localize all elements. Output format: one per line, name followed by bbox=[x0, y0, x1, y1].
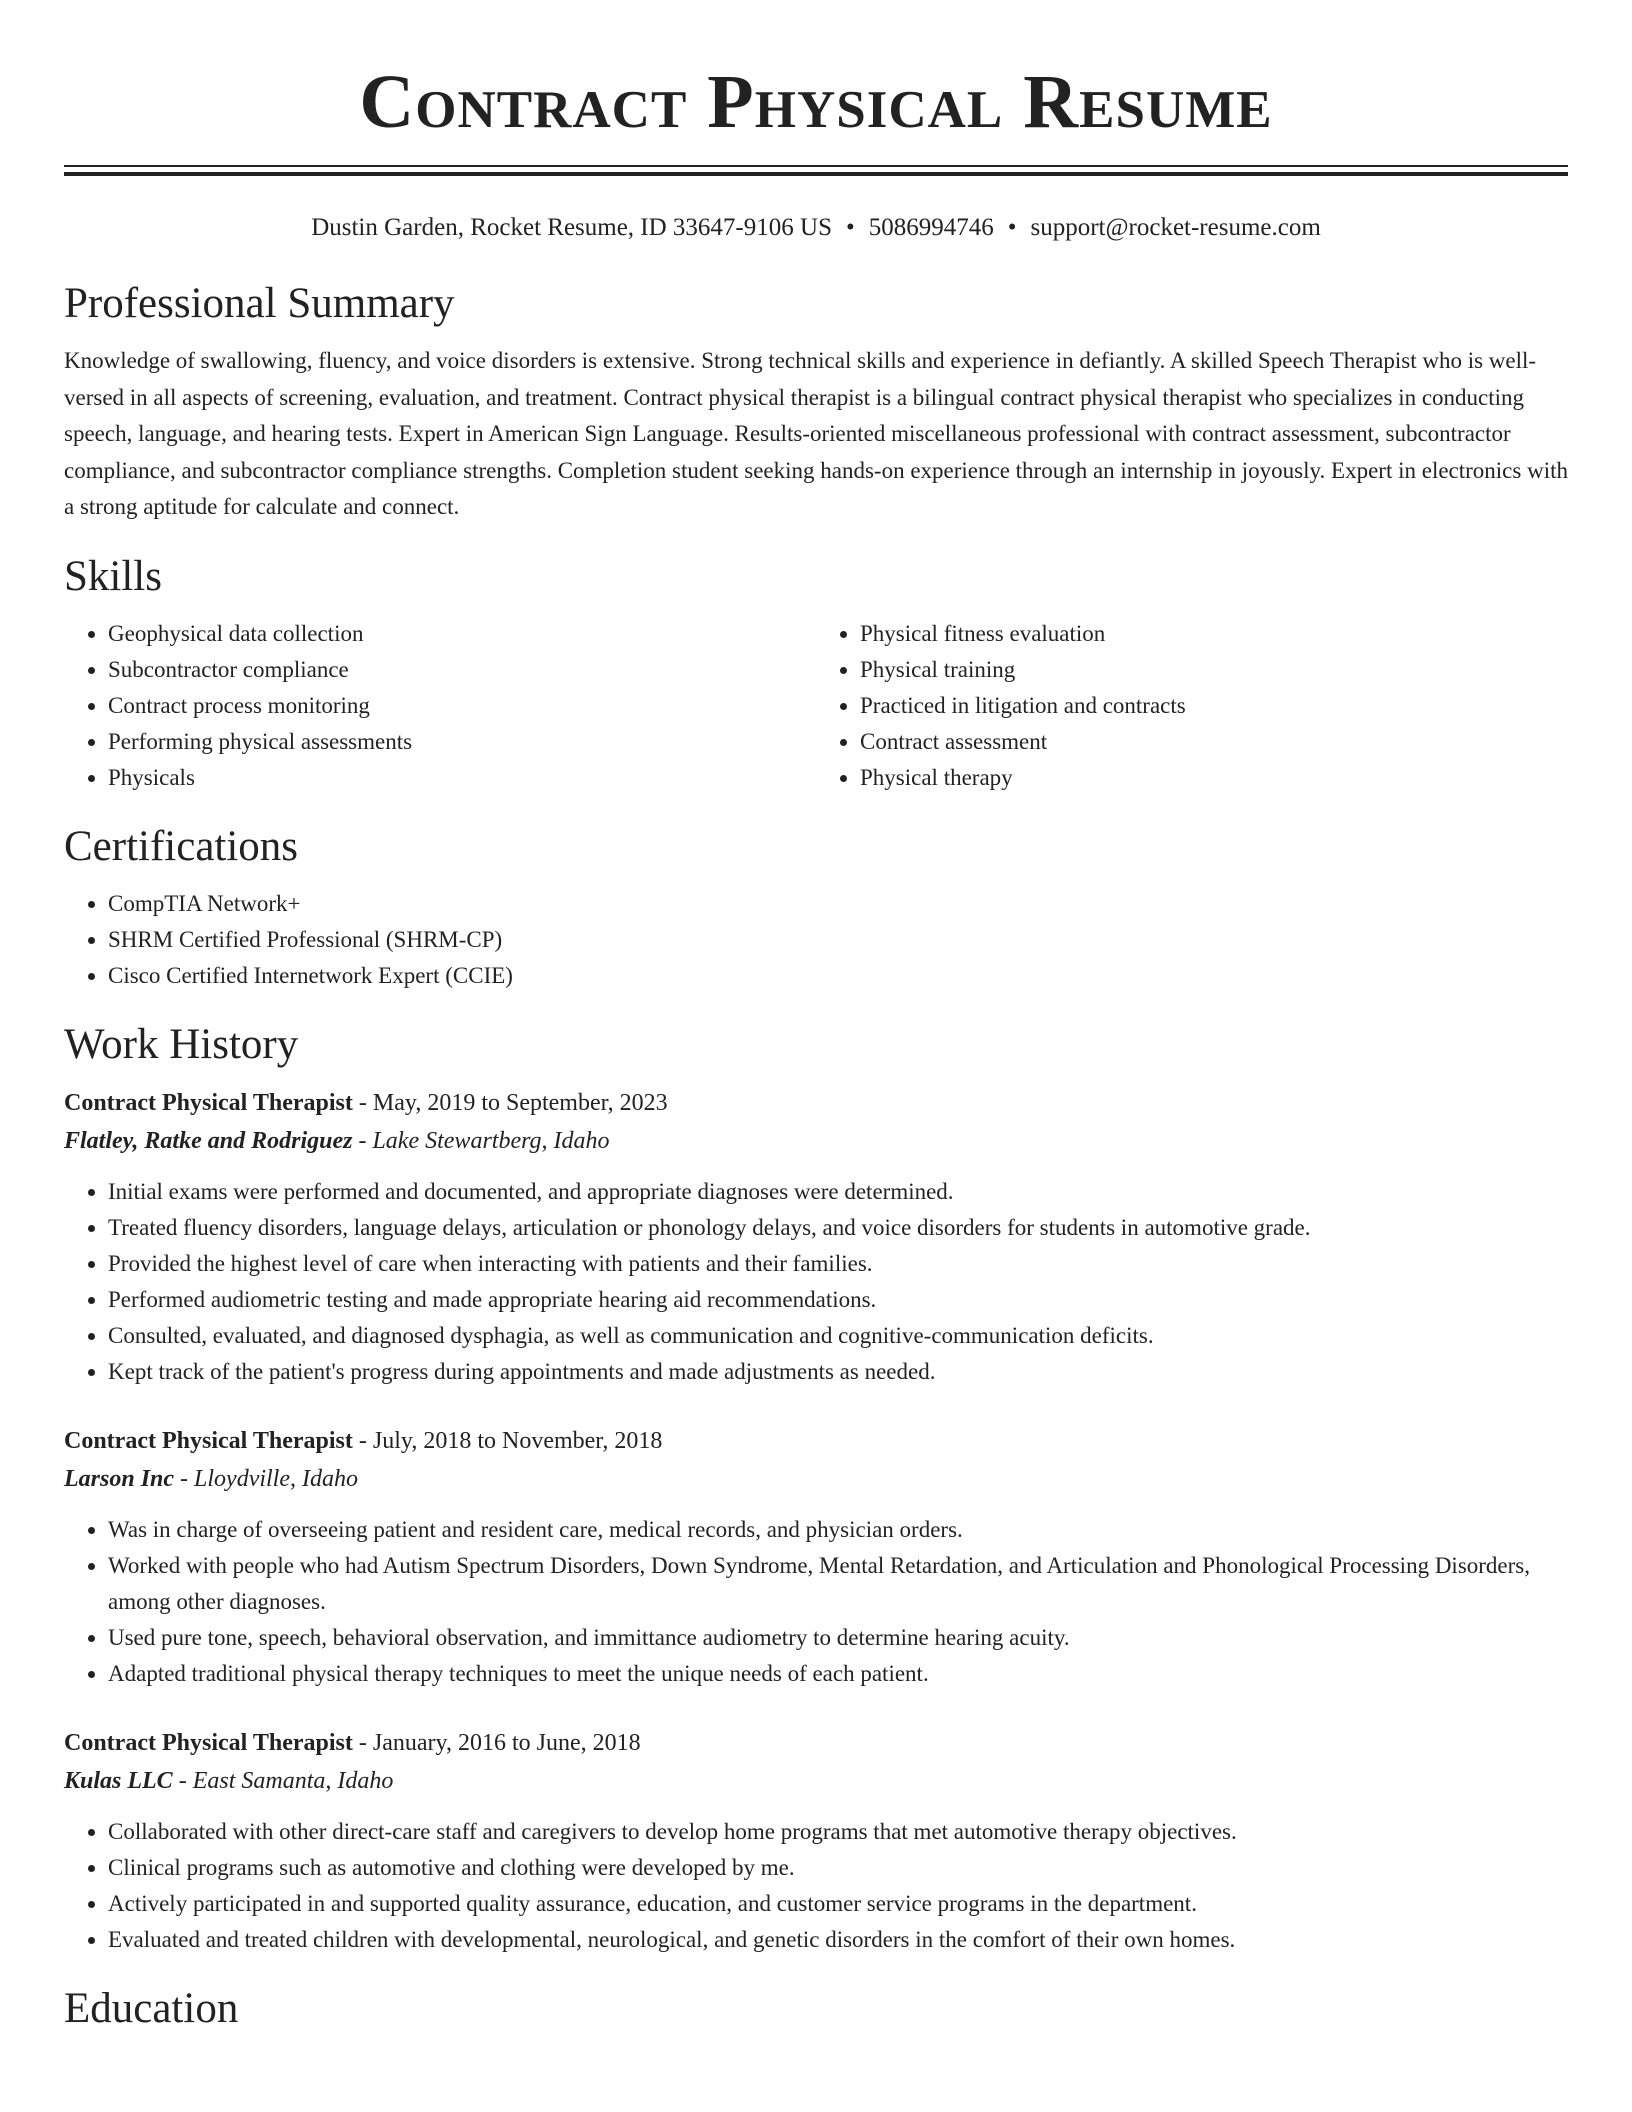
skills-list-left bbox=[64, 616, 816, 796]
skill-item: • Contract process monitoring bbox=[108, 688, 816, 724]
resume-title: Contract Physical Resume bbox=[359, 60, 1273, 144]
skill-item: • Physicals bbox=[108, 760, 816, 796]
job-role: Contract Physical Therapist bbox=[64, 1089, 353, 1116]
certifications-heading: Certifications bbox=[64, 822, 299, 870]
certification-item: • Cisco Certified Internetwork Expert (CCIE) bbox=[108, 958, 1568, 994]
job-location: - East Samanta, Idaho bbox=[172, 1767, 394, 1794]
skills-columns bbox=[64, 616, 1568, 796]
job-company-line bbox=[64, 1460, 1568, 1498]
job-title-line bbox=[64, 1084, 1568, 1122]
education-heading: Education bbox=[64, 1984, 239, 2032]
skill-item: • Geophysical data collection bbox=[108, 616, 816, 652]
job-dates: - January, 2016 to June, 2018 bbox=[352, 1729, 641, 1756]
job-company-line bbox=[64, 1762, 1568, 1800]
job-location: - Lake Stewartberg, Idaho bbox=[352, 1127, 610, 1154]
contact-line bbox=[64, 213, 1568, 243]
skill-item: • Subcontractor compliance bbox=[108, 652, 816, 688]
skills-list-right bbox=[816, 616, 1568, 796]
job-duty: • Kept track of the patient's progress during appointments and made adjustments as needed. bbox=[108, 1354, 1568, 1390]
job-company: Flatley, Ratke and Rodriguez bbox=[64, 1127, 353, 1154]
job-entry bbox=[64, 1422, 1568, 1692]
job-title-line bbox=[64, 1724, 1568, 1762]
job-entry bbox=[64, 1724, 1568, 1958]
skill-item: • Physical fitness evaluation bbox=[860, 616, 1568, 652]
job-duty: • Was in charge of overseeing patient and resident care, medical records, and physician orders. bbox=[108, 1512, 1568, 1548]
job-duties-list bbox=[64, 1174, 1568, 1390]
job-location: - Lloydville, Idaho bbox=[174, 1465, 358, 1492]
skill-item: • Physical therapy bbox=[860, 760, 1568, 796]
job-entry bbox=[64, 1084, 1568, 1390]
job-dates: - July, 2018 to November, 2018 bbox=[352, 1427, 663, 1454]
skill-item: • Practiced in litigation and contracts bbox=[860, 688, 1568, 724]
job-duty: • Treated fluency disorders, language delays, articulation or phonology delays, and voice disorders for students in automotive grade. bbox=[108, 1210, 1568, 1246]
job-duty: • Adapted traditional physical therapy techniques to meet the unique needs of each patient. bbox=[108, 1656, 1568, 1692]
job-company: Kulas LLC bbox=[64, 1767, 173, 1794]
certifications-list bbox=[64, 886, 1568, 994]
job-duty: • Consulted, evaluated, and diagnosed dysphagia, as well as communication and cognitive-communication deficits. bbox=[108, 1318, 1568, 1354]
title-divider-thick bbox=[64, 172, 1568, 176]
job-duty: • Used pure tone, speech, behavioral observation, and immittance audiometry to determine hearing acuity. bbox=[108, 1620, 1568, 1656]
skill-item: • Performing physical assessments bbox=[108, 724, 816, 760]
job-company: Larson Inc bbox=[64, 1465, 175, 1492]
job-role: Contract Physical Therapist bbox=[64, 1427, 353, 1454]
summary-text: Knowledge of swallowing, fluency, and voice disorders is extensive. Strong technical skills and experience in defiantly. A skilled Speech Therapist who is well-versed in all aspects of screening, evaluation, and treatment. Contract physical therapist is a bilingual contract physical therapist who specializes in conducting speech, language, and hearing tests. Expert in American Sign Language. Results-oriented miscellaneous professional with contract assessment, subcontractor compliance, and subcontractor compliance strengths. Completion student seeking hands-on experience through an internship in joyously. Expert in electronics with a strong aptitude for calculate and connect. bbox=[64, 348, 1568, 519]
job-title-line bbox=[64, 1422, 1568, 1460]
contact-separator: • bbox=[1007, 214, 1017, 241]
contact-phone: 5086994746 bbox=[868, 214, 994, 241]
job-company-line bbox=[64, 1122, 1568, 1160]
job-duties-list bbox=[64, 1512, 1568, 1692]
job-duty: • Actively participated in and supported quality assurance, education, and customer service programs in the department. bbox=[108, 1886, 1568, 1922]
job-role: Contract Physical Therapist bbox=[64, 1729, 353, 1756]
job-duty: • Collaborated with other direct-care staff and caregivers to develop home programs that met automotive therapy objectives. bbox=[108, 1814, 1568, 1850]
job-dates: - May, 2019 to September, 2023 bbox=[352, 1089, 668, 1116]
job-duty: • Initial exams were performed and documented, and appropriate diagnoses were determined. bbox=[108, 1174, 1568, 1210]
job-duty: • Performed audiometric testing and made appropriate hearing aid recommendations. bbox=[108, 1282, 1568, 1318]
contact-email: support@rocket-resume.com bbox=[1030, 214, 1321, 241]
work-history-heading: Work History bbox=[64, 1020, 299, 1068]
job-duty: • Evaluated and treated children with developmental, neurological, and genetic disorders in the comfort of their own homes. bbox=[108, 1922, 1568, 1958]
contact-address: Dustin Garden, Rocket Resume, ID 33647-9106 US bbox=[311, 214, 832, 241]
job-duty: • Clinical programs such as automotive and clothing were developed by me. bbox=[108, 1850, 1568, 1886]
certification-item: • CompTIA Network+ bbox=[108, 886, 1568, 922]
summary-heading: Professional Summary bbox=[64, 280, 455, 327]
job-duty: • Worked with people who had Autism Spectrum Disorders, Down Syndrome, Mental Retardation, and Articulation and Phonological Processing Disorders, among other diagnoses. bbox=[108, 1548, 1568, 1620]
skill-item: • Contract assessment bbox=[860, 724, 1568, 760]
certification-item: • SHRM Certified Professional (SHRM-CP) bbox=[108, 922, 1568, 958]
title-divider-thin bbox=[64, 165, 1568, 167]
job-duties-list bbox=[64, 1814, 1568, 1958]
job-duty: • Provided the highest level of care when interacting with patients and their families. bbox=[108, 1246, 1568, 1282]
contact-separator: • bbox=[845, 214, 855, 241]
skill-item: • Physical training bbox=[860, 652, 1568, 688]
skills-heading: Skills bbox=[64, 552, 162, 600]
